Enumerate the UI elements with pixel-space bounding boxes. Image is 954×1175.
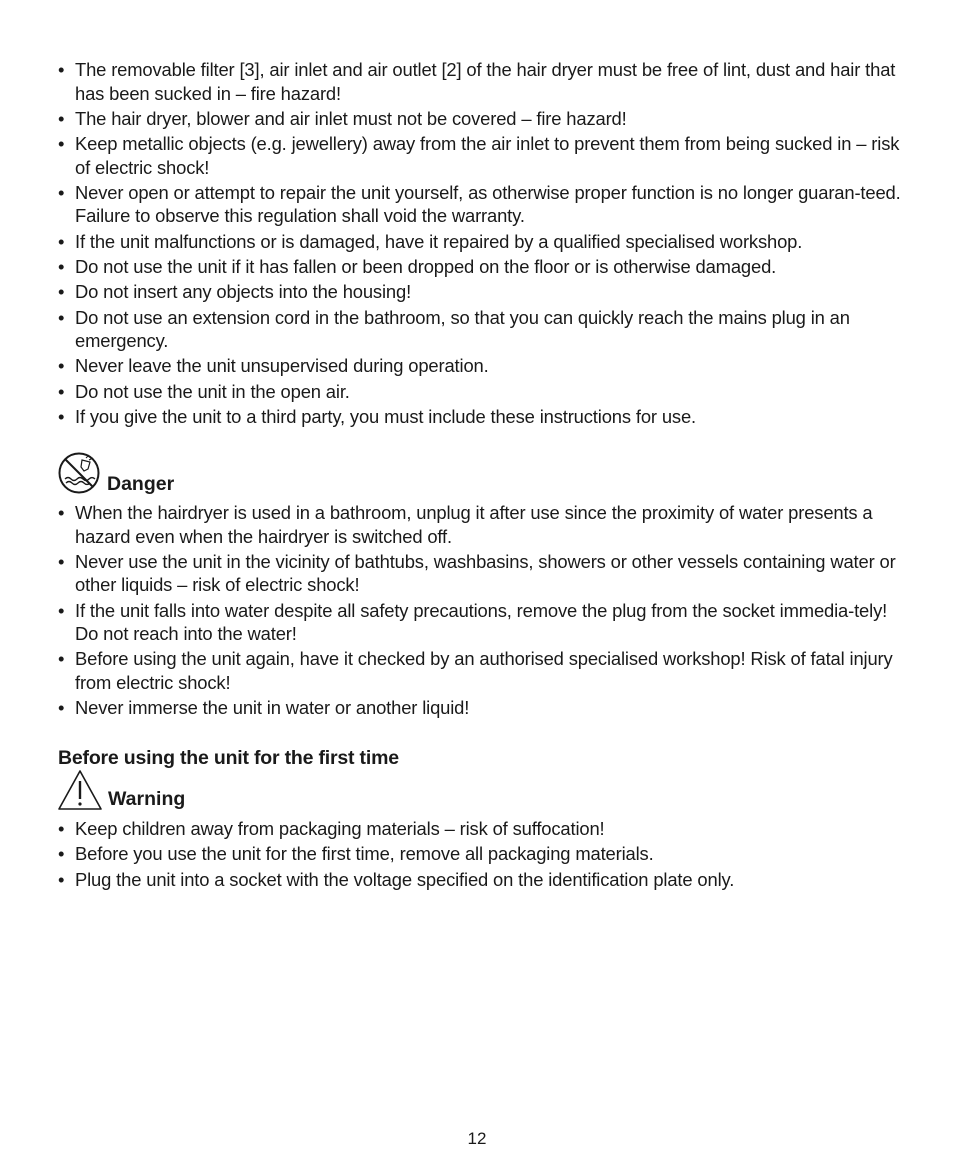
warning-triangle-icon <box>58 769 104 811</box>
list-item: • If the unit malfunctions or is damaged, have it repaired by a qualified specialised workshop. <box>58 230 903 254</box>
list-item: • Do not use the unit in the open air. <box>58 380 903 404</box>
no-water-icon <box>58 452 104 496</box>
list-item: • Never open or attempt to repair the unit yourself, as otherwise proper function is no longer guaran-teed. Failure to observe this regulation shall void the warranty. <box>58 181 903 228</box>
danger-heading <box>58 452 174 496</box>
danger-label: Danger <box>107 473 175 495</box>
list-item: • Never leave the unit unsupervised during operation. <box>58 354 903 378</box>
warning-list <box>58 817 903 893</box>
list-item: • Plug the unit into a socket with the voltage specified on the identification plate only. <box>58 868 903 892</box>
section-title: Before using the unit for the first time <box>58 747 399 769</box>
page-number: 12 <box>467 1129 487 1148</box>
list-item: • Do not use the unit if it has fallen or been dropped on the floor or is otherwise damaged. <box>58 255 903 279</box>
danger-list <box>58 501 903 721</box>
list-item: • Never immerse the unit in water or another liquid! <box>58 696 903 720</box>
safety-list <box>58 58 903 430</box>
list-item: • If you give the unit to a third party, you must include these instructions for use. <box>58 405 903 429</box>
list-item: • Do not insert any objects into the housing! <box>58 280 903 304</box>
list-item: • The hair dryer, blower and air inlet must not be covered – fire hazard! <box>58 107 903 131</box>
list-item: • When the hairdryer is used in a bathroom, unplug it after use since the proximity of water presents a hazard even when the hairdryer is switched off. <box>58 501 903 548</box>
list-item: • Before you use the unit for the first time, remove all packaging materials. <box>58 842 903 866</box>
warning-heading <box>58 769 185 811</box>
list-item: • Never use the unit in the vicinity of bathtubs, washbasins, showers or other vessels containing water or other liquids – risk of electric shock! <box>58 550 903 597</box>
list-item: • The removable filter [3], air inlet and air outlet [2] of the hair dryer must be free of lint, dust and hair that has been sucked in – fire hazard! <box>58 58 903 105</box>
list-item: • If the unit falls into water despite all safety precautions, remove the plug from the socket immedia-tely! Do not reach into the water! <box>58 599 903 646</box>
warning-label: Warning <box>108 788 186 810</box>
list-item: • Before using the unit again, have it checked by an authorised specialised workshop! Risk of fatal injury from electric shock! <box>58 647 903 694</box>
list-item: • Do not use an extension cord in the bathroom, so that you can quickly reach the mains plug in an emergency. <box>58 306 903 353</box>
list-item: • Keep metallic objects (e.g. jewellery) away from the air inlet to prevent them from being sucked in – risk of electric shock! <box>58 132 903 179</box>
list-item: • Keep children away from packaging materials – risk of suffocation! <box>58 817 903 841</box>
